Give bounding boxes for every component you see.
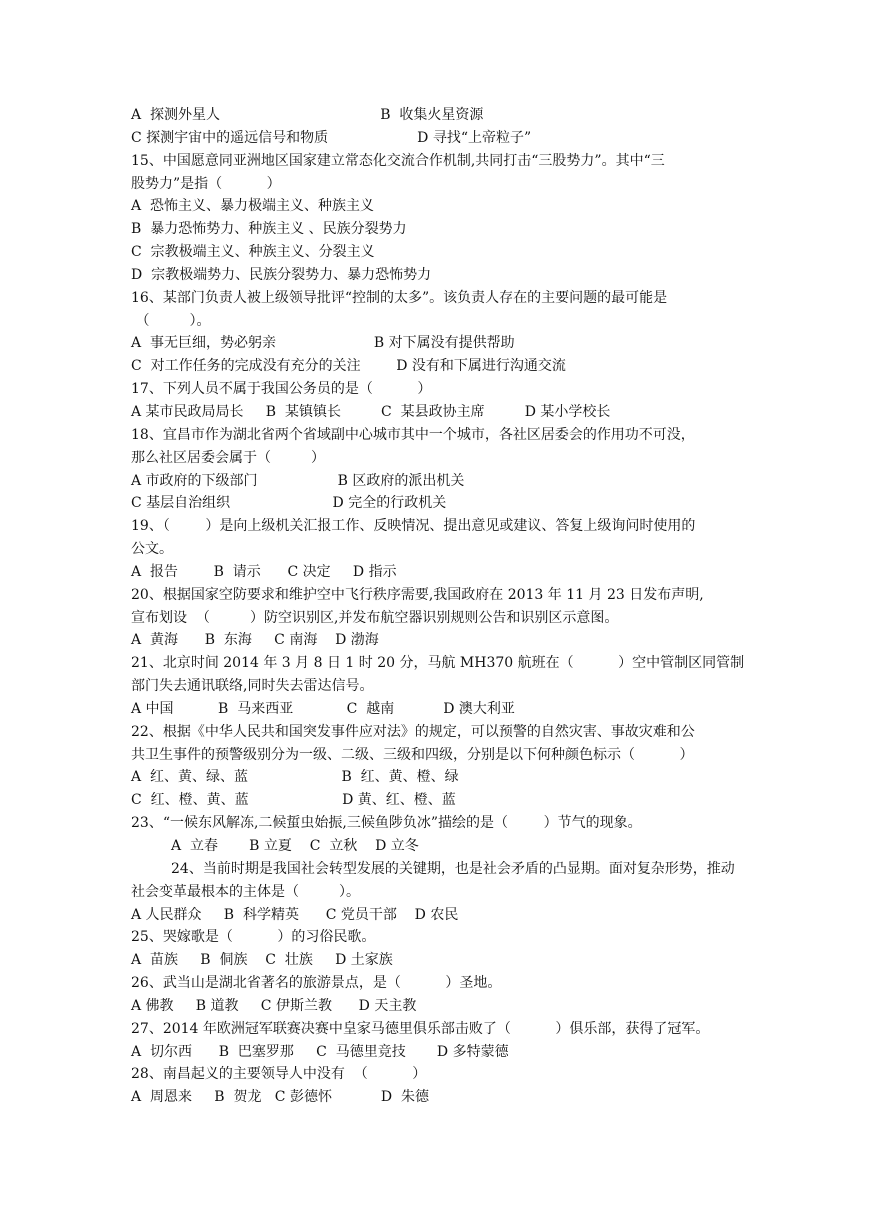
question-24: 24、当前时期是我国社会转型发展的关键期，也是社会矛盾的凸显期。面对复杂形势，推动 — [171, 860, 735, 877]
question-28: 28、南昌起义的主要领导人中没有 （ ） — [131, 1066, 427, 1083]
question-19: 19、（ ）是向上级机关汇报工作、反映情况、提出意见或建议、答复上级询问时使用的 — [131, 518, 696, 535]
option-line: A 市政府的下级部门 B 区政府的派出机关 — [131, 472, 465, 489]
option-line: A 苗族 B 侗族 C 壮族 D 土家族 — [131, 952, 393, 969]
question-27: 27、2014 年欧洲冠军联赛决赛中皇家马德里俱乐部击败了（ ）俱乐部，获得了冠军。 — [131, 1020, 710, 1037]
question-20-cont: 宣布划设 （ ）防空识别区,并发布航空器识别规则公告和识别区示意图。 — [131, 609, 619, 626]
question-22-cont: 共卫生事件的预警级别分为一级、二级、三级和四级，分别是以下何种颜色标示（ ） — [131, 746, 694, 763]
option-line: A 人民群众 B 科学精英 C 党员干部 D 农民 — [131, 906, 459, 923]
option-line: A 事无巨细，势必躬亲 B 对下属没有提供帮助 — [131, 335, 515, 352]
question-26: 26、武当山是湖北省著名的旅游景点，是（ ）圣地。 — [131, 975, 502, 992]
question-19-cont: 公文。 — [131, 541, 173, 558]
option-line: A 报告 B 请示 C 决定 D 指示 — [131, 563, 397, 580]
question-15-cont: 股势力”是指（ ） — [131, 175, 281, 192]
question-16-cont: （ ）。 — [131, 312, 211, 329]
option-line: C 宗教极端主义、种族主义、分裂主义 — [131, 244, 375, 261]
option-line: D 宗教极端势力、民族分裂势力、暴力恐怖势力 — [131, 266, 432, 283]
option-line: B 暴力恐怖势力、种族主义 、民族分裂势力 — [131, 221, 407, 238]
option-line: A 立春 B 立夏 C 立秋 D 立冬 — [171, 838, 419, 854]
option-line: A 周恩来 B 贺龙 C 彭德怀 D 朱德 — [131, 1089, 430, 1106]
option-line: A 佛教 B 道教 C 伊斯兰教 D 天主教 — [131, 997, 417, 1014]
option-line: A 某市民政局局长 B 某镇镇长 C 某县政协主席 D 某小学校长 — [131, 403, 611, 420]
option-line: C 对工作任务的完成没有充分的关注 D 没有和下属进行沟通交流 — [131, 358, 566, 375]
document-page — [131, 104, 743, 1109]
question-24-cont: 社会变革最根本的主体是（ ）。 — [131, 883, 361, 900]
option-line: A 黄海 B 东海 C 南海 D 渤海 — [131, 632, 379, 649]
question-21-cont: 部门失去通讯联络,同时失去雷达信号。 — [131, 678, 374, 695]
option-line: A 探测外星人 B 收集火星资源 — [131, 107, 484, 123]
question-20: 20、根据国家空防要求和维护空中飞行秩序需要,我国政府在 2013 年 11 月 23 日发布声明, — [131, 586, 704, 603]
question-23: 23、“一候东风解冻,二候蜇虫始振,三候鱼陟负冰”描绘的是（ ）节气的现象。 — [131, 815, 642, 832]
question-18: 18、宜昌市作为湖北省两个省域副中心城市其中一个城市，各社区居委会的作用功不可没， — [131, 426, 695, 443]
option-line: C 红、橙、黄、蓝 D 黄、红、橙、蓝 — [131, 792, 456, 809]
question-22: 22、根据《中华人民共和国突发事件应对法》的规定，可以预警的自然灾害、事故灾难和公 — [131, 723, 695, 740]
option-line: C 探测宇宙中的遥远信号和物质 D 寻找“上帝粒子” — [131, 129, 532, 146]
option-line: A 中国 B 马来西亚 C 越南 D 澳大利亚 — [131, 700, 515, 717]
option-line: A 红、黄、绿、蓝 B 红、黄、橙、绿 — [131, 769, 459, 786]
option-line: A 切尔西 B 巴塞罗那 C 马德里竞技 D 多特蒙德 — [131, 1043, 509, 1060]
question-21: 21、北京时间 2014 年 3 月 8 日 1 时 20 分，马航 MH370 航班在（ ）空中管制区同管制 — [131, 655, 745, 672]
option-line: A 恐怖主义、暴力极端主义、种族主义 — [131, 198, 375, 215]
question-15: 15、中国愿意同亚洲地区国家建立常态化交流合作机制,共同打击“三股势力”。其中“三 — [131, 152, 665, 169]
question-18-cont: 那么社区居委会属于（ ） — [131, 449, 326, 466]
question-17: 17、下列人员不属于我国公务员的是（ ） — [131, 381, 432, 398]
question-25: 25、哭嫁歌是（ ）的习俗民歌。 — [131, 929, 376, 946]
option-line: C 基层自治组织 D 完全的行政机关 — [131, 495, 447, 512]
question-16: 16、某部门负责人被上级领导批评“控制的太多”。该负责人存在的主要问题的最可能是 — [131, 289, 668, 306]
